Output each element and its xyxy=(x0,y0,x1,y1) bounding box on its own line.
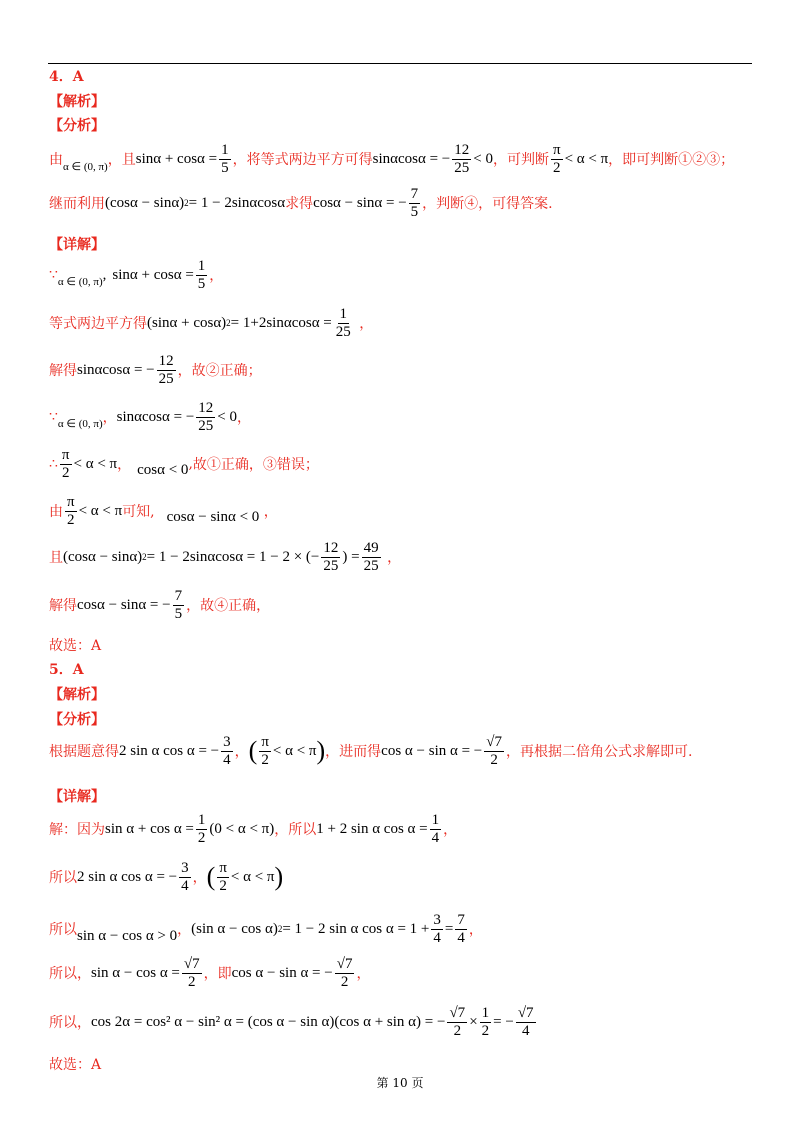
q5-header-text: 5．A xyxy=(49,662,84,678)
equation: sinαcosα = − xyxy=(77,361,155,378)
text: ，可判断 xyxy=(492,152,549,168)
equation: < α < π xyxy=(73,455,118,472)
text: ，故②正确； xyxy=(177,363,262,379)
q5-jiexi xyxy=(49,684,105,704)
fraction xyxy=(484,734,504,768)
numerator: 7 xyxy=(174,588,183,604)
numerator: π xyxy=(219,860,227,876)
equation: = 1+2sinαcosα = xyxy=(230,314,332,331)
denominator: 25 xyxy=(335,323,351,340)
denominator: 2 xyxy=(490,751,498,768)
equation: < α < π xyxy=(78,502,123,519)
equation: 1 + 2 sin α cos α = xyxy=(316,820,428,837)
fraction xyxy=(409,186,421,220)
denominator: 4 xyxy=(181,877,189,894)
denominator: 4 xyxy=(431,829,440,846)
equation: cosα − sinα < 0 xyxy=(166,508,260,525)
q5-detail-line4: 所以， sin α − cos α = $\frac{√7}{2}$ ，即 cos α − sin α = − $\frac{√7}{2}$ ， xyxy=(49,956,371,990)
fraction xyxy=(455,912,467,946)
fraction xyxy=(516,1005,536,1039)
text: ，所以 xyxy=(274,822,317,838)
fraction xyxy=(430,812,442,846)
denominator: 4 xyxy=(457,929,465,946)
fraction xyxy=(173,588,185,622)
equation: sinα + cosα = xyxy=(112,266,194,283)
q4-detail-line4: ∵ α ∈ (0, π) ， sinαcosα = − $\frac{12}{25}$ < 0 ， xyxy=(49,400,252,434)
text: ，即可判断①②③； xyxy=(608,152,735,168)
top-rule xyxy=(48,63,752,64)
q4-fenxi xyxy=(49,115,105,135)
numerator: 12 xyxy=(198,400,214,416)
text: 可知, xyxy=(122,504,155,520)
q5-detail-line3: 所以 sin α − cos α > 0 ， (sin α − cos α) 2 = 1 − 2 sin α cos α = 1 + $\frac{3}{4}$ = $\frac{7}{4}$ ， xyxy=(49,912,483,946)
equation: < α < π xyxy=(564,150,609,167)
because-symbol: ∵ xyxy=(49,267,58,283)
text: ，故④正确， xyxy=(186,598,271,614)
denominator: 4 xyxy=(521,1022,530,1039)
denominator: 4 xyxy=(223,751,231,768)
q4-header xyxy=(49,66,84,86)
denominator: 25 xyxy=(323,557,339,574)
text: ，再根据二倍角公式求解即可. xyxy=(506,744,693,760)
denominator: 2 xyxy=(553,159,561,176)
denominator: 25 xyxy=(158,370,174,387)
text: 解：因为 xyxy=(49,822,105,838)
denominator: 2 xyxy=(61,464,70,481)
numerator: 1 xyxy=(197,258,206,274)
denominator: 2 xyxy=(453,1022,462,1039)
condition: α ∈ (0, π) xyxy=(63,160,108,173)
text: 且 xyxy=(49,550,63,566)
text: 解得 xyxy=(49,363,77,379)
equation: cosα < 0 xyxy=(137,461,189,478)
q4-analysis-line1 xyxy=(49,142,734,176)
q4-detail-line2: 等式两边平方得 (sinα + cosα) 2 = 1+2sinαcosα = $\frac{1}{25}$ ， xyxy=(49,306,374,340)
fraction xyxy=(362,540,381,574)
q4-answer xyxy=(49,635,101,655)
numerator: 1 xyxy=(221,142,229,158)
denominator: 2 xyxy=(188,973,196,990)
equation: = 1 − 2sinαcosα = 1 − 2 × (− xyxy=(146,548,320,565)
equation: < α < π xyxy=(272,742,317,759)
equation: ) = xyxy=(342,548,360,565)
denominator: 2 xyxy=(340,973,349,990)
text: 由 xyxy=(49,152,63,168)
numerator: √7 xyxy=(449,1005,466,1021)
q5-detail-line5: 所以， cos 2α = cos² α − sin² α = (cos α − sin α)(cos α + sin α) = − $\frac{√7}{2}$ × $\frac{1}{2}$ = − $\frac{√7}{4}$ xyxy=(49,1005,534,1039)
fraction xyxy=(196,812,208,846)
numerator: √7 xyxy=(183,956,200,972)
exponent: 2 xyxy=(226,318,231,328)
fraction xyxy=(480,1005,492,1039)
equation: sin α − cos α = xyxy=(91,964,180,981)
equation: sinα + cosα = xyxy=(135,150,218,167)
denominator: 25 xyxy=(363,557,379,574)
denominator: 2 xyxy=(481,1022,490,1039)
text: 所以， xyxy=(49,966,91,982)
text: 继而利用 xyxy=(49,196,105,212)
jiexi-label: 【解析】 xyxy=(49,94,105,110)
text: 由 xyxy=(49,504,63,520)
text: ，即 xyxy=(203,966,232,982)
numerator: π xyxy=(67,494,75,510)
equation: sin α + cos α = xyxy=(105,820,194,837)
fraction xyxy=(335,956,355,990)
q4-header-text: 4．A xyxy=(49,69,84,85)
equation: (sin α − cos α) xyxy=(191,920,278,937)
numerator: 7 xyxy=(410,186,419,202)
equation: sin α − cos α > 0 xyxy=(77,927,178,944)
denominator: 4 xyxy=(433,929,441,946)
numerator: 1 xyxy=(481,1005,490,1021)
exponent: 2 xyxy=(142,552,147,562)
jiexi-label: 【解析】 xyxy=(49,687,105,703)
fenxi-label: 【分析】 xyxy=(49,118,105,134)
numerator: 49 xyxy=(363,540,379,556)
q5-fenxi xyxy=(49,709,105,729)
q4-detail-line6: 由 $\frac{\pi}{2}$ < α < π 可知, cosα − sinα < 0 ， xyxy=(49,494,278,528)
text: ，且 xyxy=(107,152,136,168)
equation: 2 sin α cos α = − xyxy=(119,742,220,759)
q5-detail-line2: 所以 2 sin α cos α = − $\frac{3}{4}$ ， ( $\frac{\pi}{2}$ < α < π ) xyxy=(49,860,284,894)
text: 所以， xyxy=(49,1015,91,1031)
equation: < 0 xyxy=(473,150,493,167)
page-footer: 第 10 页 xyxy=(376,1076,424,1090)
q5-header xyxy=(49,659,84,679)
numerator: √7 xyxy=(517,1005,534,1021)
fraction xyxy=(60,447,72,481)
fraction xyxy=(182,956,202,990)
denominator: 5 xyxy=(410,203,419,220)
numerator: 7 xyxy=(457,912,465,928)
text: ，进而得 xyxy=(325,744,382,760)
fraction xyxy=(221,734,233,768)
text: ，判断④，可得答案. xyxy=(422,196,553,212)
q4-detail-line8 xyxy=(49,588,270,622)
equation: 2 sin α cos α = − xyxy=(77,868,178,885)
numerator: 1 xyxy=(339,306,348,322)
fraction xyxy=(179,860,191,894)
equation: = 1 − 2sinαcosα xyxy=(188,194,286,211)
numerator: 3 xyxy=(181,860,189,876)
fraction xyxy=(431,912,443,946)
fenxi-label: 【分析】 xyxy=(49,712,105,728)
equation: < α < π xyxy=(230,868,275,885)
fraction xyxy=(219,142,231,176)
numerator: 12 xyxy=(454,142,470,158)
text: 求得 xyxy=(285,196,314,212)
text: 所以 xyxy=(49,922,77,938)
text: 解得 xyxy=(49,598,77,614)
equation: sinαcosα = − xyxy=(372,150,451,167)
numerator: 3 xyxy=(223,734,231,750)
denominator: 5 xyxy=(174,605,183,622)
fraction xyxy=(157,353,176,387)
q5-detail-line1: 解：因为 sin α + cos α = $\frac{1}{2}$ (0 < α < π) ，所以 1 + 2 sin α cos α = $\frac{1}{4}$ ， xyxy=(49,812,458,846)
numerator: 1 xyxy=(197,812,206,828)
denominator: 2 xyxy=(67,511,75,528)
answer-text: 故选：A xyxy=(49,638,102,654)
equation: < 0 xyxy=(217,408,238,425)
therefore-symbol: ∴ xyxy=(49,456,58,472)
q4-detail-line7: 且 (cosα − sinα) 2 = 1 − 2sinαcosα = 1 − 2 × (− $\frac{12}{25}$ ) = $\frac{49}{25}$ ， xyxy=(49,540,402,574)
fraction xyxy=(321,540,340,574)
denominator: 2 xyxy=(261,751,269,768)
equation: = 1 − 2 sin α cos α = 1 + xyxy=(282,920,430,937)
q4-jiexi xyxy=(49,91,105,111)
q4-detail-line5: ∴ $\frac{\pi}{2}$ < α < π ， cosα < 0 , 故①正确，③错误； xyxy=(49,447,319,481)
equation: sinαcosα = − xyxy=(116,408,195,425)
denominator: 5 xyxy=(221,159,229,176)
denominator: 2 xyxy=(219,877,227,894)
numerator: π xyxy=(261,734,269,750)
equation: (cosα − sinα) xyxy=(63,548,143,565)
fraction xyxy=(196,400,215,434)
numerator: π xyxy=(61,447,70,463)
equation: cosα − sinα = − xyxy=(77,596,171,613)
text: 故①正确，③错误； xyxy=(192,457,319,473)
numerator: 12 xyxy=(158,353,174,369)
exponent: 2 xyxy=(277,924,283,934)
text: 所以 xyxy=(49,870,77,886)
fraction xyxy=(196,258,208,292)
numerator: √7 xyxy=(336,956,353,972)
fraction xyxy=(217,860,229,894)
q5-xiangjie xyxy=(49,786,105,806)
xiangjie-label: 【详解】 xyxy=(49,237,105,253)
equation: cos 2α = cos² α − sin² α = (cos α − sin α)(cos α + sin α) = − xyxy=(91,1013,446,1030)
fraction xyxy=(452,142,471,176)
numerator: π xyxy=(552,142,561,158)
denominator: 5 xyxy=(197,275,206,292)
answer-text: 故选：A xyxy=(49,1057,102,1073)
text: ，将等式两边平方可得 xyxy=(232,152,373,168)
condition: α ∈ (0, π) xyxy=(57,275,103,288)
numerator: 12 xyxy=(323,540,339,556)
xiangjie-label: 【详解】 xyxy=(49,789,105,805)
fraction xyxy=(65,494,77,528)
equation: cos α − sin α = − xyxy=(381,742,483,759)
denominator: 2 xyxy=(197,829,206,846)
condition: (0 < α < π) xyxy=(209,820,275,837)
condition: α ∈ (0, π) xyxy=(57,417,103,430)
denominator: 25 xyxy=(198,417,214,434)
equation: cos α − sin α = − xyxy=(231,964,333,981)
equation: cosα − sinα = − xyxy=(313,194,407,211)
text: 根据题意得 xyxy=(49,744,119,760)
equation: (sinα + cosα) xyxy=(147,314,227,331)
text: 等式两边平方得 xyxy=(49,316,147,332)
denominator: 25 xyxy=(454,159,470,176)
q4-detail-line1: ∵ α ∈ (0, π) , sinα + cosα = $\frac{1}{5}$ ， xyxy=(49,258,224,292)
fraction xyxy=(259,734,271,768)
fraction xyxy=(551,142,563,176)
because-symbol: ∵ xyxy=(49,409,58,425)
numerator: √7 xyxy=(486,734,503,750)
q4-detail-line3 xyxy=(49,353,262,387)
fraction xyxy=(447,1005,467,1039)
equation: (cosα − sinα) xyxy=(105,194,185,211)
q4-xiangjie xyxy=(49,234,105,254)
numerator: 1 xyxy=(431,812,440,828)
q5-answer xyxy=(49,1054,101,1074)
q4-analysis-line2 xyxy=(49,186,553,220)
exponent: 2 xyxy=(184,198,189,208)
fraction xyxy=(334,306,353,340)
q5-analysis-line1: 根据题意得 2 sin α cos α = − $\frac{3}{4}$ ， ( $\frac{\pi}{2}$ < α < π ) ，进而得 cos α − sin α = − $\frac{√7}{2}$ ，再根据二倍角公式求解即可. xyxy=(49,734,693,768)
numerator: 3 xyxy=(433,912,441,928)
